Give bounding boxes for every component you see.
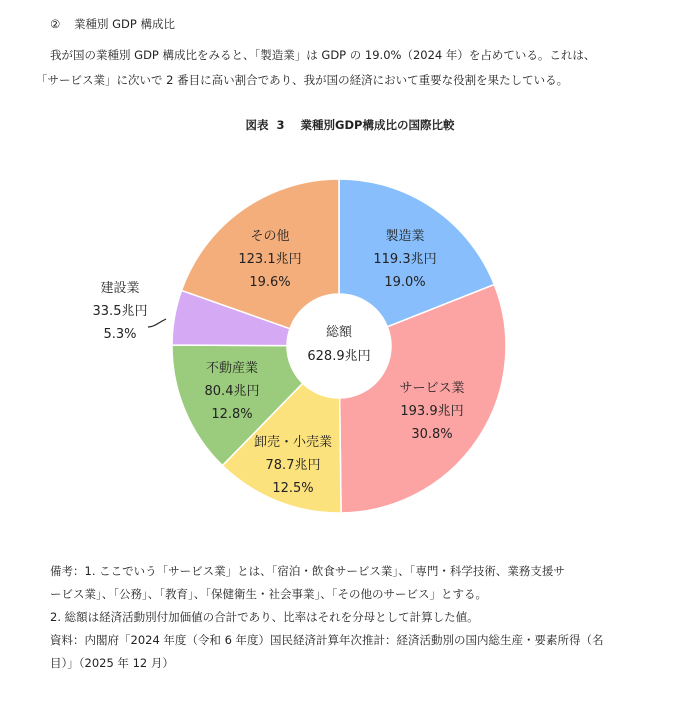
slice-name: 製造業: [385, 229, 425, 244]
slice-percent: 19.0%: [384, 275, 426, 290]
notes: [50, 560, 660, 675]
note-line-3: 2. 総額は経済活動別付加価値の合計であり、比率はそれを分母として計算した値。: [50, 610, 479, 624]
intro-line-1: 我が国の業種別 GDP 構成比をみると、「製造業」は GDP の 19.0%（2024 年）を占めている。これは、: [50, 48, 596, 62]
slice-name: サービス業: [399, 381, 465, 396]
slice-name: 不動産業: [205, 361, 259, 376]
section-title: 業種別 GDP 構成比: [73, 17, 175, 31]
figure-label: 図表: [245, 118, 269, 132]
note-line-1: 備考：1. ここでいう「サービス業」とは、「宿泊・飲食サービス業」、「専門・科学技術、業務支援サ: [50, 564, 565, 578]
figure-title-text: 業種別GDP構成比の国際比較: [300, 118, 455, 132]
slice-amount: 78.7兆円: [265, 458, 321, 473]
slice-amount: 193.9兆円: [400, 404, 464, 419]
donut-slice: [340, 285, 506, 513]
slice-name: 建設業: [100, 281, 140, 296]
construction-leader-line: [148, 319, 166, 327]
slice-percent: 30.8%: [411, 427, 453, 442]
intro-line-2: 「サービス業」に次いで 2 番目に高い割合であり、我が国の経済において重要な役割を果たしている。: [36, 73, 569, 87]
slice-percent: 5.3%: [103, 327, 137, 342]
figure-number: 3: [276, 118, 285, 132]
slice-amount: 33.5兆円: [92, 304, 148, 319]
section-number: ②: [50, 17, 61, 31]
slice-label: [205, 360, 260, 422]
slice-percent: 12.8%: [211, 407, 253, 422]
slice-percent: 19.6%: [249, 275, 291, 290]
slice-amount: 123.1兆円: [238, 252, 302, 267]
center-total: 628.9兆円: [307, 349, 371, 364]
slice-amount: 80.4兆円: [204, 384, 260, 399]
slice-amount: 119.3兆円: [373, 252, 437, 267]
slice-name: その他: [250, 229, 290, 244]
center-title: 総額: [325, 325, 353, 340]
note-line-2: ービス業」、「公務」、「教育」、「保健衛生・社会事業」、「その他のサービス」とする。: [50, 587, 487, 601]
source-line-1: 資料：内閣府「2024 年度（令和 6 年度）国民経済計算年次推計：経済活動別の国内総生産・要素所得（名: [50, 633, 604, 647]
source-line-2: 目）」（2025 年 12 月）: [50, 656, 174, 670]
slice-name: 卸売・小売業: [253, 435, 333, 450]
slice-label: [93, 280, 148, 342]
slice-percent: 12.5%: [272, 481, 314, 496]
